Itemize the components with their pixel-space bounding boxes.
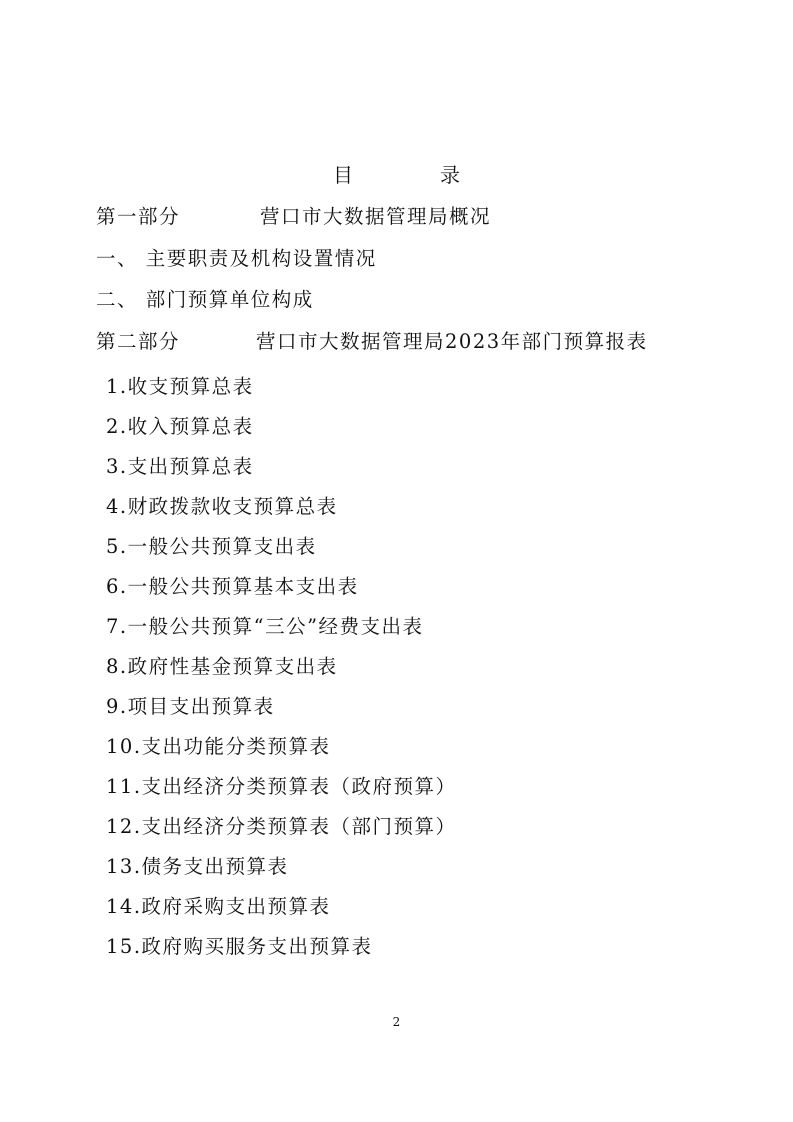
toc-item: 1.收支预算总表 [106, 375, 254, 398]
toc-item: 5.一般公共预算支出表 [106, 535, 317, 558]
toc-item: 8.政府性基金预算支出表 [106, 655, 338, 678]
section-two-line [96, 286, 314, 314]
part-one-label: 第一部分 [96, 205, 181, 228]
page-number: 2 [392, 1015, 401, 1029]
toc-item: 15.政府购买服务支出预算表 [106, 935, 373, 958]
section-one-text: 一、 主要职责及机构设置情况 [96, 247, 377, 270]
toc-item: 9.项目支出预算表 [106, 695, 275, 718]
toc-item: 3.支出预算总表 [106, 455, 254, 478]
section-one-line [96, 245, 377, 273]
part-one-text: 营口市大数据管理局概况 [260, 205, 492, 228]
toc-title [0, 160, 793, 190]
toc-title-right: 录 [440, 163, 460, 187]
toc-title-left: 目 [333, 163, 353, 187]
part-two-label: 第二部分 [96, 330, 181, 353]
toc-item: 12.支出经济分类预算表（部门预算） [106, 815, 457, 838]
toc-item: 11.支出经济分类预算表（政府预算） [106, 775, 457, 798]
toc-item: 4.财政拨款收支预算总表 [106, 495, 338, 518]
part-one-line [96, 203, 491, 231]
toc-item: 13.债务支出预算表 [106, 855, 289, 878]
toc-item: 7.一般公共预算“三公”经费支出表 [106, 615, 424, 638]
part-two-text: 营口市大数据管理局2023年部门预算报表 [256, 330, 648, 353]
toc-item: 14.政府采购支出预算表 [106, 895, 331, 918]
toc-item: 2.收入预算总表 [106, 415, 254, 438]
section-two-text: 二、 部门预算单位构成 [96, 288, 314, 311]
part-two-line [96, 328, 648, 356]
toc-item: 6.一般公共预算基本支出表 [106, 575, 359, 598]
toc-item: 10.支出功能分类预算表 [106, 735, 331, 758]
